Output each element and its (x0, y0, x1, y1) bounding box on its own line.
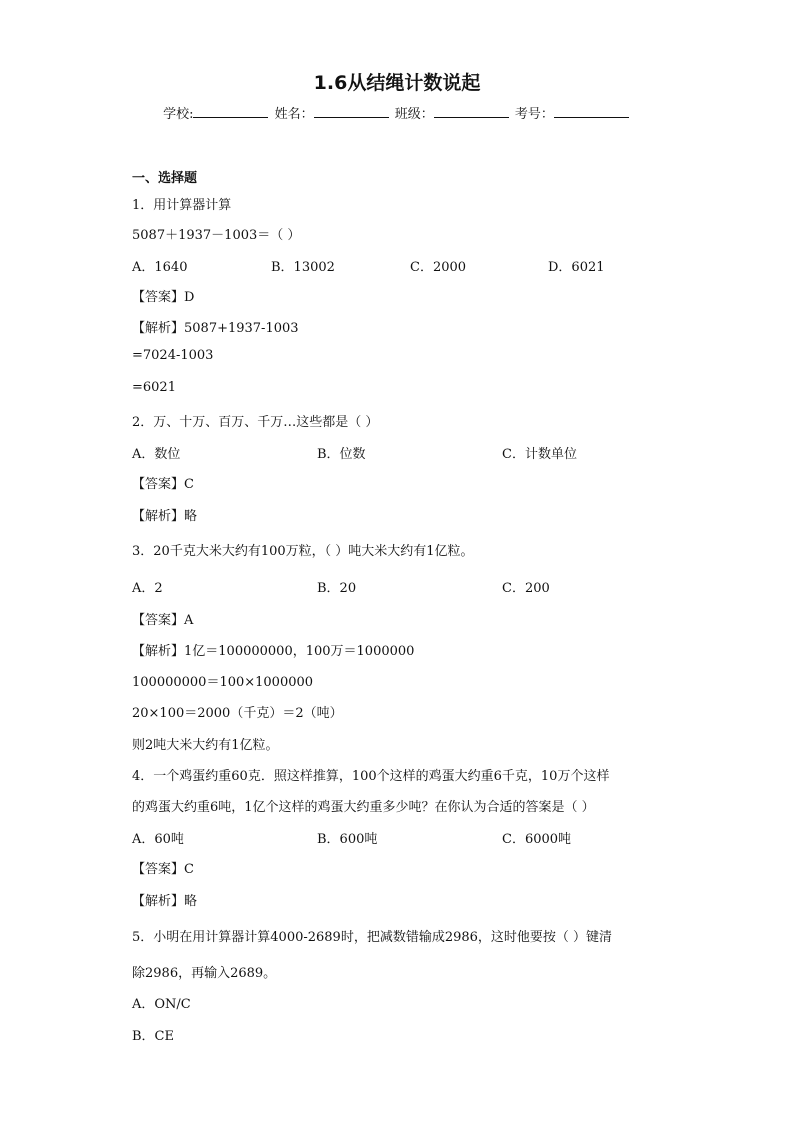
q2-option-a: A．数位 (132, 447, 181, 462)
q5-option-b: B．CE (132, 1029, 174, 1044)
name-blank[interactable] (314, 105, 389, 118)
name-label: 姓名： (274, 107, 314, 122)
q4-option-b: B．600吨 (317, 832, 378, 847)
q4-analysis: 【解析】略 (132, 894, 198, 909)
q4-option-c: C．6000吨 (502, 832, 572, 847)
number-label: 考号： (514, 107, 554, 122)
student-info-line (0, 103, 794, 122)
q3-analysis-line: 100000000＝100×1000000 (132, 675, 314, 690)
q1-option-d: D．6021 (548, 260, 605, 275)
q1-analysis-line: =6021 (132, 380, 176, 395)
class-blank[interactable] (434, 105, 509, 118)
section-heading: 一、选择题 (132, 171, 198, 186)
q3-analysis-line: 20×100＝2000（千克）＝2（吨） (132, 706, 343, 721)
q3-option-c: C．200 (502, 581, 550, 596)
q1-expression: 5087＋1937－1003＝（ ） (132, 228, 301, 243)
school-label: 学校: (163, 107, 194, 122)
q1-analysis-line: =7024-1003 (132, 348, 214, 363)
q5-stem-line: 5．小明在用计算器计算4000-2689时，把减数错输成2986，这时他要按（ ）键清 (132, 930, 613, 945)
page-title: 1.6从结绳计数说起 (313, 72, 481, 94)
q5-option-a: A．ON/C (132, 997, 191, 1012)
q1-option-c: C．2000 (410, 260, 467, 275)
q1-analysis-line: 【解析】5087+1937-1003 (132, 321, 299, 336)
q2-option-b: B．位数 (317, 447, 366, 462)
q5-stem-line: 除2986，再输入2689。 (132, 966, 277, 981)
q3-analysis-line: 【解析】1亿＝100000000，100万＝1000000 (132, 644, 415, 659)
q1-option-b: B．13002 (271, 260, 335, 275)
q4-option-a: A．60吨 (132, 832, 184, 847)
q1-stem: 1．用计算器计算 (132, 198, 232, 213)
q4-stem-line: 的鸡蛋大约重6吨，1亿个这样的鸡蛋大约重多少吨？在你认为合适的答案是（ ） (132, 800, 595, 815)
q3-stem: 3．20千克大米大约有100万粒，（ ）吨大米大约有1亿粒。 (132, 544, 474, 559)
q3-analysis-line: 则2吨大米大约有1亿粒。 (132, 738, 279, 753)
q1-answer: 【答案】D (132, 290, 195, 305)
q3-option-b: B．20 (317, 581, 357, 596)
q1-option-a: A．1640 (132, 260, 188, 275)
q2-stem: 2．万、十万、百万、千万…这些都是（ ） (132, 415, 379, 430)
q2-answer: 【答案】C (132, 477, 194, 492)
number-blank[interactable] (554, 105, 629, 118)
q2-option-c: C．计数单位 (502, 447, 577, 462)
q2-analysis: 【解析】略 (132, 509, 198, 524)
q4-stem-line: 4．一个鸡蛋约重60克．照这样推算，100个这样的鸡蛋大约重6千克，10万个这样 (132, 769, 610, 784)
q3-option-a: A．2 (132, 581, 163, 596)
q4-answer: 【答案】C (132, 862, 194, 877)
school-blank[interactable] (193, 105, 268, 118)
q3-answer: 【答案】A (132, 613, 194, 628)
class-label: 班级： (394, 107, 434, 122)
